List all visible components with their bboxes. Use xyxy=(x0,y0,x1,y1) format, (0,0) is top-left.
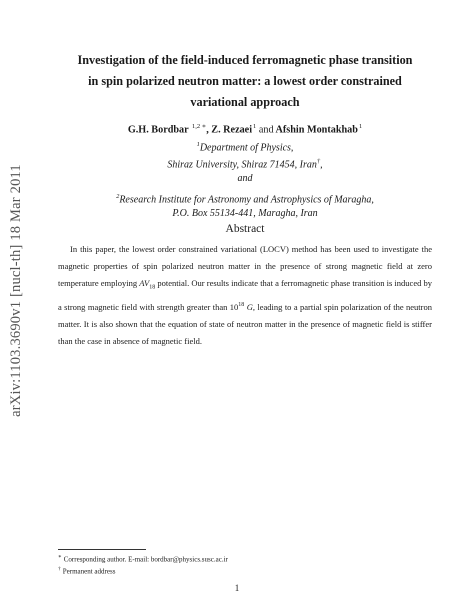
potential-symbol: AV xyxy=(139,278,150,288)
footnotes xyxy=(58,552,432,577)
author-mark: 1 xyxy=(358,123,363,130)
author-name: G.H. Bordbar xyxy=(127,124,189,136)
abstract-heading: Abstract xyxy=(225,223,265,235)
affiliation-line: Department of Physics, xyxy=(199,142,294,154)
author-list: G.H. Bordbar $^{1,2 ∗}$, Z. Rezaei$^1$ and Afshin Montakhab$^1$ xyxy=(127,123,363,136)
field-unit: G xyxy=(246,301,253,312)
affiliation-mark: 2 xyxy=(116,193,120,200)
abstract-text xyxy=(58,241,432,350)
affiliation-mark: 1 xyxy=(196,141,200,148)
potential-subscript: 18 xyxy=(149,284,156,291)
page-number: 1 xyxy=(234,583,240,593)
footnote-item xyxy=(58,564,432,576)
footnote-text: Corresponding author. E-mail: bordbar@physics.susc.ac.ir xyxy=(63,555,228,564)
footnote-rule xyxy=(58,549,146,550)
title-line: Investigation of the field-induced ferromagnetic phase transition xyxy=(77,53,413,67)
author-name: Afshin Montakhab xyxy=(275,124,358,136)
footnote-item xyxy=(58,552,432,564)
footnote-mark: † xyxy=(58,566,61,573)
affiliation-line: Research Institute for Astronomy and Astrophysics of Maragha, xyxy=(119,194,374,206)
title-line: in spin polarized neutron matter: a lowest order constrained xyxy=(88,74,402,88)
affiliation-punct: , xyxy=(320,159,323,171)
author-conjunction: and xyxy=(258,124,274,136)
affiliation-mark: † xyxy=(316,158,321,166)
author-mark: 1,2 ∗ xyxy=(192,123,207,130)
author-name: Z. Rezaei xyxy=(211,124,253,136)
paper-title xyxy=(55,50,435,113)
affiliation-2 xyxy=(55,190,435,221)
field-exponent: 18 xyxy=(238,301,245,308)
affiliation-conjunction: and xyxy=(237,173,253,184)
abstract-segment: In this paper, the lowest order constrained variational (LOCV) method has been used to investigate the magnetic properties of spin polarized neutron matter in the presence of strong magnetic field at zero temperature employing xyxy=(58,244,432,288)
arxiv-stamp xyxy=(3,145,29,435)
abstract-segment: , leading to a partial spin polarization of the neutron matter. It is also shown that the equation of state of neutron matter in the presence of magnetic field is stiffer than the case in absence of magnetic field. xyxy=(58,301,432,346)
author-mark: 1 xyxy=(253,123,257,130)
footnote-text: Permanent address xyxy=(62,567,116,576)
affiliation-line: P.O. Box 55134-441, Maragha, Iran xyxy=(172,208,318,220)
title-line: variational approach xyxy=(190,95,300,109)
footnote-mark: ∗ xyxy=(58,554,62,560)
affiliation-and xyxy=(55,172,435,186)
arxiv-stamp-text: arXiv:1103.3690v1 [nucl-th] 18 Mar 2011 xyxy=(7,163,24,417)
abstract-segment: potential. Our results indicate that a ferromagnetic phase transition is induced by a strong magnetic field with strength greater than xyxy=(58,278,432,312)
affiliation-1 xyxy=(55,138,435,173)
field-base: 10 xyxy=(229,301,239,312)
affiliation-line: Shiraz University, Shiraz 71454, Iran xyxy=(167,159,317,171)
